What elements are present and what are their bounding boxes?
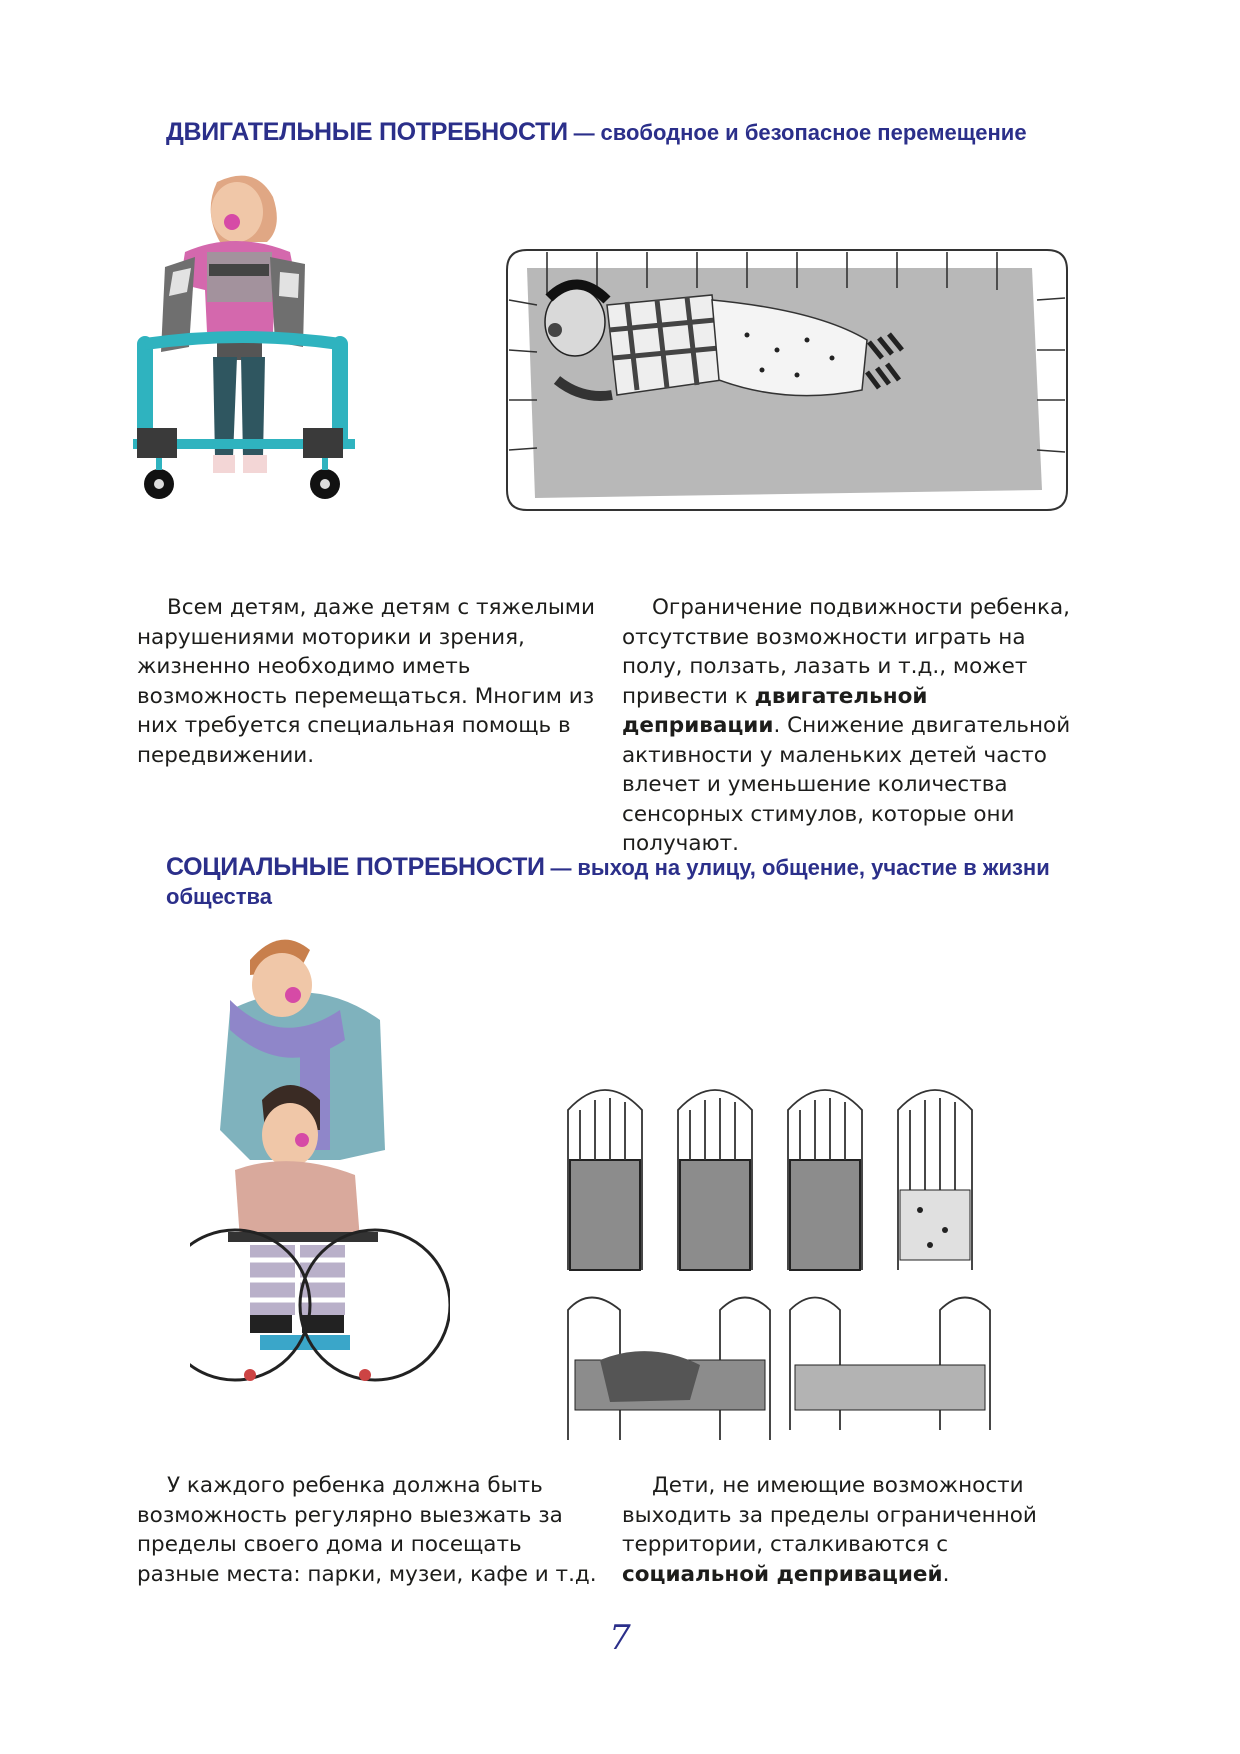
motor-needs-heading bbox=[166, 118, 1096, 148]
page-number: 7 bbox=[609, 1618, 631, 1658]
motor-needs-paragraph-left: Всем детям, даже детям с тяжелыми нарушениями моторики и зрения, жизненно необходимо иметь возможность перемещаться. Многим из них требуется специальная помощь в передвижении. bbox=[137, 595, 595, 768]
motor-needs-paragraph-right bbox=[622, 593, 1092, 859]
paragraph-text: Ограничение подвижности ребенка, отсутствие возможности играть на полу, ползать, лазать и т.д., может привести к bbox=[622, 595, 1070, 709]
social-needs-heading bbox=[166, 853, 1066, 911]
paragraph-text: . Снижение двигательной активности у маленьких детей часто влечет и уменьшение количества сенсорных стимулов, которые они получают. bbox=[622, 713, 1071, 856]
social-needs-paragraph-left: У каждого ребенка должна быть возможность регулярно выезжать за пределы своего дома и посещать разные места: парки, музеи, кафе и т.д. bbox=[137, 1473, 597, 1587]
child-in-crib-illustration bbox=[487, 240, 1082, 525]
paragraph-text: Дети, не имеющие возможности выходить за пределы ограниченной территории, сталкиваются с bbox=[622, 1473, 1037, 1557]
child-in-wheelchair-illustration bbox=[190, 930, 450, 1445]
motor-needs-subtitle: свободное и безопасное перемещение bbox=[600, 120, 1027, 145]
heading-dash: — bbox=[567, 122, 601, 145]
social-needs-paragraph-right bbox=[622, 1471, 1092, 1589]
social-needs-subtitle: выход на улицу, общение, участие в жизни общества bbox=[166, 855, 1050, 909]
motor-deprivation-term: двигательной депривации bbox=[622, 683, 928, 738]
child-in-walker-illustration bbox=[125, 172, 390, 562]
heading-dash: — bbox=[544, 857, 578, 880]
motor-needs-title: ДВИГАТЕЛЬНЫЕ ПОТРЕБНОСТИ bbox=[166, 118, 568, 146]
paragraph-text: . bbox=[942, 1561, 950, 1587]
rows-of-cribs-illustration bbox=[560, 1080, 1010, 1455]
social-deprivation-term: социальной депривацией bbox=[622, 1561, 943, 1587]
social-needs-title: СОЦИАЛЬНЫЕ ПОТРЕБНОСТИ bbox=[166, 853, 545, 881]
